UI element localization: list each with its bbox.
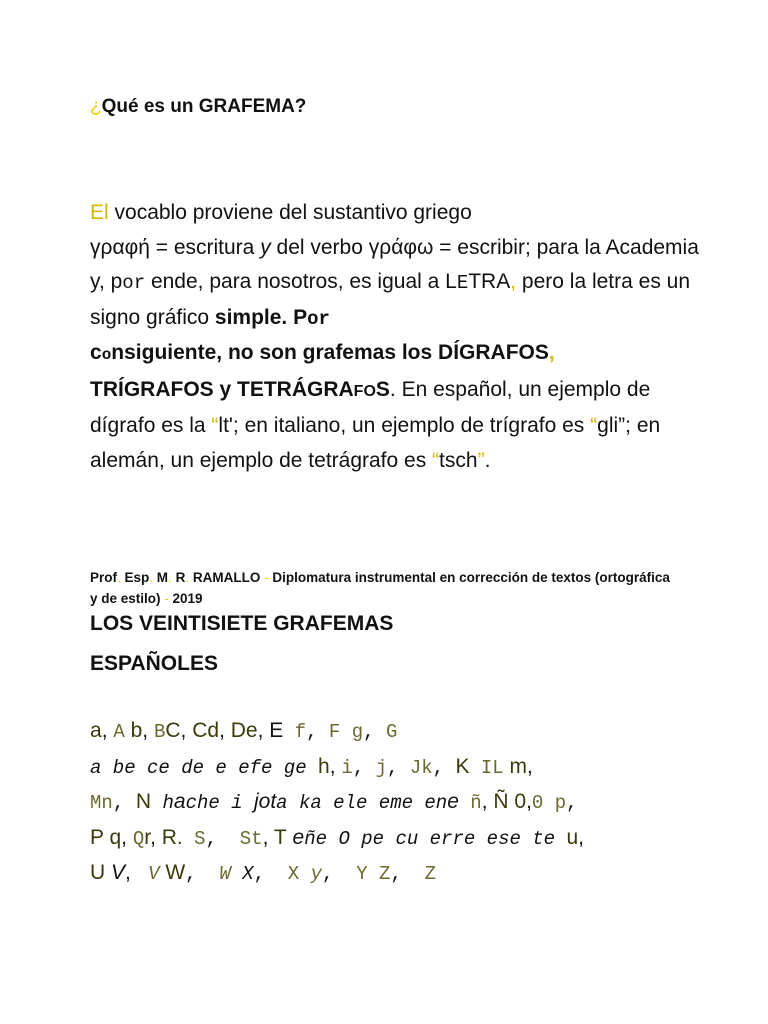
alphabet-list bbox=[90, 714, 690, 892]
credit-seg: R bbox=[171, 570, 186, 585]
letter-segment: a bbox=[173, 790, 186, 813]
letter-segment: y bbox=[299, 863, 323, 885]
letter-segment: Mn bbox=[90, 792, 113, 814]
letter-segment: ñe O pe cu erre ese te bbox=[304, 827, 567, 850]
letter-segment: a be ce de e efe ge bbox=[90, 756, 319, 779]
letter-segment: F bbox=[317, 721, 341, 743]
letter-segment: Ñ bbox=[493, 790, 509, 813]
letter-segment: , bbox=[387, 756, 410, 779]
letter-segment: e bbox=[286, 825, 305, 849]
para-seg: or bbox=[307, 307, 330, 330]
para-seg: tsch bbox=[439, 448, 478, 472]
credit-seg: . bbox=[149, 570, 154, 585]
para-seg: γραφή = escritura bbox=[90, 235, 261, 259]
letter-segment: , bbox=[257, 719, 270, 742]
credit-seg: . bbox=[117, 570, 121, 585]
para-seg: . En español, un ejemplo de dígrafo es la bbox=[90, 377, 651, 437]
para-seg: FO bbox=[353, 382, 376, 400]
letter-segment: Q bbox=[132, 827, 145, 850]
para-seg: or bbox=[122, 272, 146, 294]
letter-segment: h bbox=[318, 754, 330, 778]
letter-segment: V bbox=[136, 863, 160, 885]
alphabet-line bbox=[90, 785, 690, 821]
letter-segment: Cd bbox=[192, 719, 220, 742]
letter-segment: , bbox=[322, 863, 345, 885]
credit-seg: - bbox=[264, 570, 269, 585]
letter-segment: e bbox=[447, 790, 459, 813]
letter-segment: G bbox=[385, 721, 398, 743]
letter-segment: a bbox=[90, 719, 102, 742]
para-seg: TRÍGRAFOS y TETRÁGRA bbox=[90, 377, 354, 401]
letter-segment: j bbox=[375, 756, 388, 779]
letter-segment: V bbox=[111, 861, 126, 884]
para-seg: pero la letra es un signo gráfico bbox=[90, 270, 691, 329]
letter-segment: , bbox=[262, 825, 274, 849]
letter-segment: b bbox=[124, 719, 143, 742]
letter-segment: , bbox=[253, 863, 277, 885]
letter-segment: Z bbox=[367, 863, 391, 885]
para-seg: E bbox=[456, 272, 469, 294]
letter-segment: , bbox=[180, 719, 193, 742]
credit-seg: - bbox=[164, 591, 169, 606]
para-seg: TRA bbox=[468, 270, 511, 293]
para-seg: ende, para nosotros, es igual a L bbox=[145, 270, 457, 293]
letter-segment: IL bbox=[469, 756, 504, 779]
para-seg: simple. P bbox=[214, 305, 308, 329]
letter-segment: a ka ele eme en bbox=[276, 792, 448, 814]
letter-segment: , bbox=[481, 790, 494, 813]
para-seg: , bbox=[510, 270, 517, 293]
letter-segment: W bbox=[207, 863, 231, 885]
credit-seg: . bbox=[185, 570, 190, 585]
para-seg: S bbox=[375, 377, 390, 401]
credit-seg: M bbox=[153, 570, 169, 585]
letter-segment: N bbox=[124, 790, 152, 813]
para-seg: nsiguiente, no son grafemas los DÍGRAFOS bbox=[111, 341, 549, 364]
para-seg: “ bbox=[211, 414, 219, 437]
section-heading-line1: LOS VEINTISIETE GRAFEMAS bbox=[90, 612, 394, 635]
letter-segment: U bbox=[90, 861, 111, 884]
credit-seg: RAMALLO bbox=[189, 570, 265, 585]
letter-segment: f bbox=[283, 721, 307, 743]
para-seg: c bbox=[90, 341, 102, 364]
para-seg: El bbox=[90, 201, 109, 224]
letter-segment: Jk bbox=[409, 756, 433, 779]
para-seg: . bbox=[484, 448, 491, 472]
letter-segment: , bbox=[219, 719, 231, 742]
letter-segment: C bbox=[165, 719, 181, 742]
letter-segment: Y bbox=[344, 863, 368, 885]
letter-segment: X bbox=[276, 863, 300, 885]
inverted-question-mark: ¿ bbox=[90, 96, 102, 117]
para-seg: lt' bbox=[218, 414, 233, 437]
para-seg: ; en italiano, un ejemplo de trígrafo es bbox=[232, 414, 591, 437]
para-seg: ” bbox=[477, 448, 485, 472]
letter-segment: B bbox=[153, 721, 166, 743]
letter-segment: K bbox=[455, 754, 470, 778]
letter-segment: , bbox=[306, 721, 318, 743]
letter-segment: De bbox=[230, 719, 258, 742]
letter-segment: u bbox=[566, 825, 579, 849]
definition-paragraph bbox=[90, 196, 700, 478]
letter-segment: , bbox=[150, 825, 162, 849]
credit-seg: Esp bbox=[120, 570, 150, 585]
letter-segment: h bbox=[151, 792, 174, 814]
letter-segment: , bbox=[205, 827, 240, 850]
letter-segment: g bbox=[340, 721, 364, 743]
letter-segment: , bbox=[125, 861, 137, 884]
letter-segment: , bbox=[432, 756, 456, 779]
letter-segment: St bbox=[239, 827, 263, 850]
alphabet-line bbox=[90, 856, 690, 892]
para-seg: gli”; en alemán, un ejemplo de tetrágrafo es bbox=[90, 414, 661, 472]
letter-segment: , bbox=[390, 863, 414, 885]
letter-segment: 0 bbox=[508, 790, 527, 813]
para-seg: , bbox=[548, 341, 555, 364]
letter-segment: 0 p bbox=[531, 792, 567, 814]
alphabet-line bbox=[90, 750, 690, 786]
letter-segment: ñ bbox=[458, 792, 482, 814]
credit-seg: Diplomatura instrumental en corrección de textos (ortográfica y de estilo) bbox=[90, 570, 670, 606]
letter-segment: che i bbox=[185, 792, 254, 814]
letter-segment: X bbox=[230, 863, 254, 885]
alphabet-line bbox=[90, 821, 690, 857]
letter-segment: , bbox=[578, 825, 585, 849]
letter-segment: , bbox=[185, 863, 208, 885]
para-seg: del verbo γράφω = escribir; para la Academia y, p bbox=[90, 235, 699, 293]
letter-segment: T bbox=[273, 825, 287, 849]
para-seg: o bbox=[101, 346, 112, 364]
letter-segment: , bbox=[526, 790, 532, 813]
credit-seg: . bbox=[168, 570, 172, 585]
para-seg: “ bbox=[590, 414, 598, 437]
letter-segment: R. bbox=[161, 825, 183, 849]
letter-segment: , bbox=[329, 754, 342, 778]
para-seg: vocablo proviene del sustantivo griego bbox=[108, 201, 472, 224]
credit-seg: Prof bbox=[90, 570, 117, 585]
letter-segment: , bbox=[142, 719, 154, 742]
letter-segment: , bbox=[566, 792, 578, 814]
letter-segment: , bbox=[352, 756, 376, 779]
letter-segment: Z bbox=[413, 863, 437, 885]
letter-segment: E bbox=[269, 719, 284, 742]
letter-segment: , bbox=[527, 754, 533, 778]
alphabet-line bbox=[90, 714, 690, 750]
letter-segment: , bbox=[101, 719, 114, 742]
credit-seg: 2019 bbox=[168, 591, 203, 606]
letter-segment: , bbox=[121, 825, 133, 849]
letter-segment: , bbox=[363, 721, 386, 743]
title-text: Qué es un GRAFEMA? bbox=[101, 96, 307, 117]
letter-segment: P q bbox=[90, 825, 122, 849]
page-title bbox=[90, 96, 306, 118]
para-seg: y bbox=[260, 235, 271, 259]
para-seg: “ bbox=[432, 448, 440, 472]
letter-segment: i bbox=[341, 756, 353, 779]
letter-segment: m bbox=[503, 754, 528, 778]
letter-segment: S bbox=[182, 827, 206, 850]
letter-segment: W bbox=[159, 861, 186, 884]
letter-segment: , bbox=[112, 792, 125, 814]
letter-segment: jot bbox=[253, 790, 277, 813]
letter-segment: r bbox=[144, 825, 151, 849]
author-credit bbox=[90, 567, 680, 609]
section-heading-line2: ESPAÑOLES bbox=[90, 652, 218, 675]
letter-segment: A bbox=[113, 721, 125, 743]
